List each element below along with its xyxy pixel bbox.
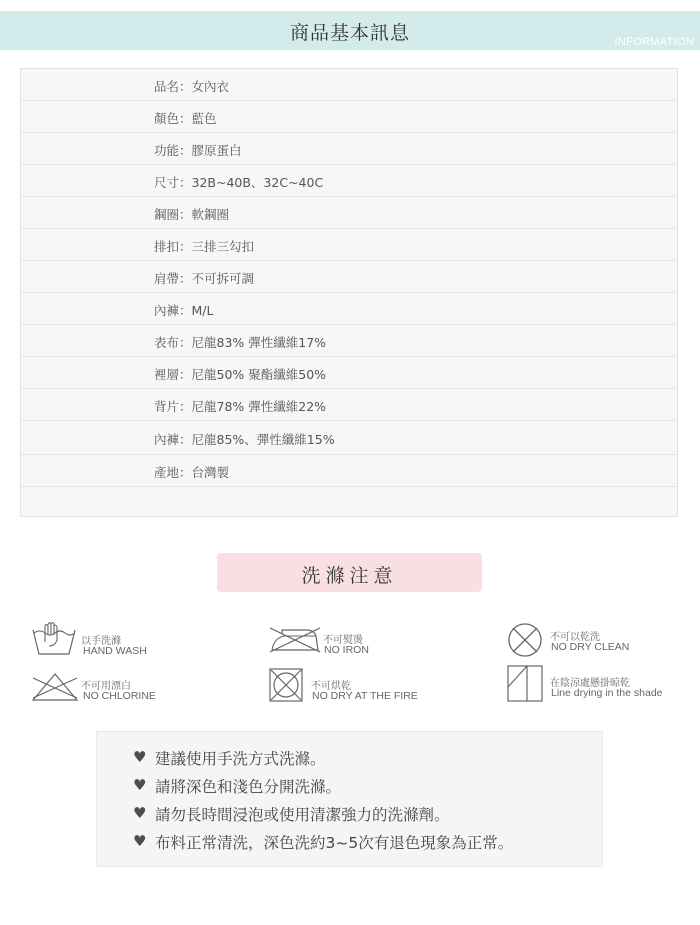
heart-icon: ♥ (133, 776, 147, 794)
hand-wash-icon (31, 620, 79, 658)
care-label-zh: 以手洗滌 (81, 636, 121, 647)
note-item (133, 775, 342, 797)
care-no-dry-clean (507, 622, 697, 662)
no-tumble-dry-icon (268, 667, 304, 703)
spec-row (21, 293, 677, 325)
no-chlorine-icon (31, 672, 79, 702)
spec-text: 裡層：尼龍50% 聚酯纖維50% (154, 367, 327, 382)
no-iron-icon (268, 624, 322, 654)
care-label-en: NO DRY CLEAN (551, 641, 630, 653)
spec-text: 功能：膠原蛋白 (154, 143, 242, 158)
spec-row (21, 357, 677, 389)
care-hand-wash (31, 620, 231, 660)
spec-row (21, 229, 677, 261)
spec-row (21, 69, 677, 101)
note-item (133, 831, 514, 853)
note-text: 請將深色和淺色分開洗滌。 (155, 778, 342, 796)
spec-row (21, 197, 677, 229)
spec-row-empty (21, 487, 677, 519)
care-label-zh: 不可熨燙 (323, 635, 363, 646)
spec-text: 表布：尼龍83% 彈性纖維17% (154, 335, 327, 350)
note-text: 布料正常清洗，深色洗約3~5次有退色現象為正常。 (155, 834, 514, 852)
heart-icon: ♥ (133, 832, 147, 850)
care-label-en: Line drying in the shade (551, 687, 663, 699)
note-item (133, 747, 326, 769)
spec-row (21, 325, 677, 357)
care-line-dry-shade (507, 665, 697, 705)
spec-row (21, 101, 677, 133)
spec-row (21, 165, 677, 197)
note-text: 請勿長時間浸泡或使用清潔強力的洗滌劑。 (155, 806, 450, 824)
care-label-zh: 不可用漂白 (81, 681, 131, 692)
spec-text: 肩帶：不可拆可調 (154, 271, 255, 286)
care-label-en: NO DRY AT THE FIRE (312, 690, 418, 702)
spec-text: 產地：台灣製 (154, 465, 230, 480)
care-no-iron (268, 624, 468, 664)
spec-row (21, 455, 677, 487)
note-text: 建議使用手洗方式洗滌。 (155, 750, 326, 768)
spec-text: 鋼圈：軟鋼圈 (154, 207, 230, 222)
care-title: 洗滌注意 (301, 565, 398, 587)
spec-row (21, 421, 677, 455)
no-dry-clean-icon (507, 622, 543, 658)
care-notes (96, 731, 603, 867)
spec-text: 內褲：尼龍85%、彈性纖維15% (154, 432, 335, 447)
page-subtitle: INFORMATION (614, 36, 694, 48)
spec-table (20, 68, 678, 517)
heart-icon: ♥ (133, 748, 147, 766)
care-label-zh: 不可烘乾 (311, 681, 351, 692)
care-no-tumble-dry (268, 667, 468, 707)
care-label-en: NO CHLORINE (83, 690, 156, 702)
care-label-en: HAND WASH (83, 645, 147, 657)
spec-row (21, 261, 677, 293)
care-label-en: NO IRON (324, 644, 369, 656)
care-label-zh: 在陰涼處懸掛晾乾 (550, 678, 630, 689)
spec-text: 背片：尼龍78% 彈性纖維22% (154, 399, 327, 414)
care-no-chlorine (31, 672, 231, 712)
info-banner (0, 11, 700, 50)
spec-text: 尺寸：32B~40B、32C~40C (154, 175, 324, 190)
spec-text: 品名：女內衣 (154, 79, 230, 94)
spec-row (21, 133, 677, 165)
care-title-box (217, 553, 482, 592)
spec-text: 顏色：藍色 (154, 111, 217, 126)
spec-text: 排扣：三排三勾扣 (154, 239, 255, 254)
note-item (133, 803, 450, 825)
spec-text: 內褲：M/L (154, 303, 214, 318)
heart-icon: ♥ (133, 804, 147, 822)
spec-row (21, 389, 677, 421)
line-dry-shade-icon (507, 665, 543, 703)
page-title: 商品基本訊息 (289, 22, 410, 44)
care-label-zh: 不可以乾洗 (550, 632, 600, 643)
